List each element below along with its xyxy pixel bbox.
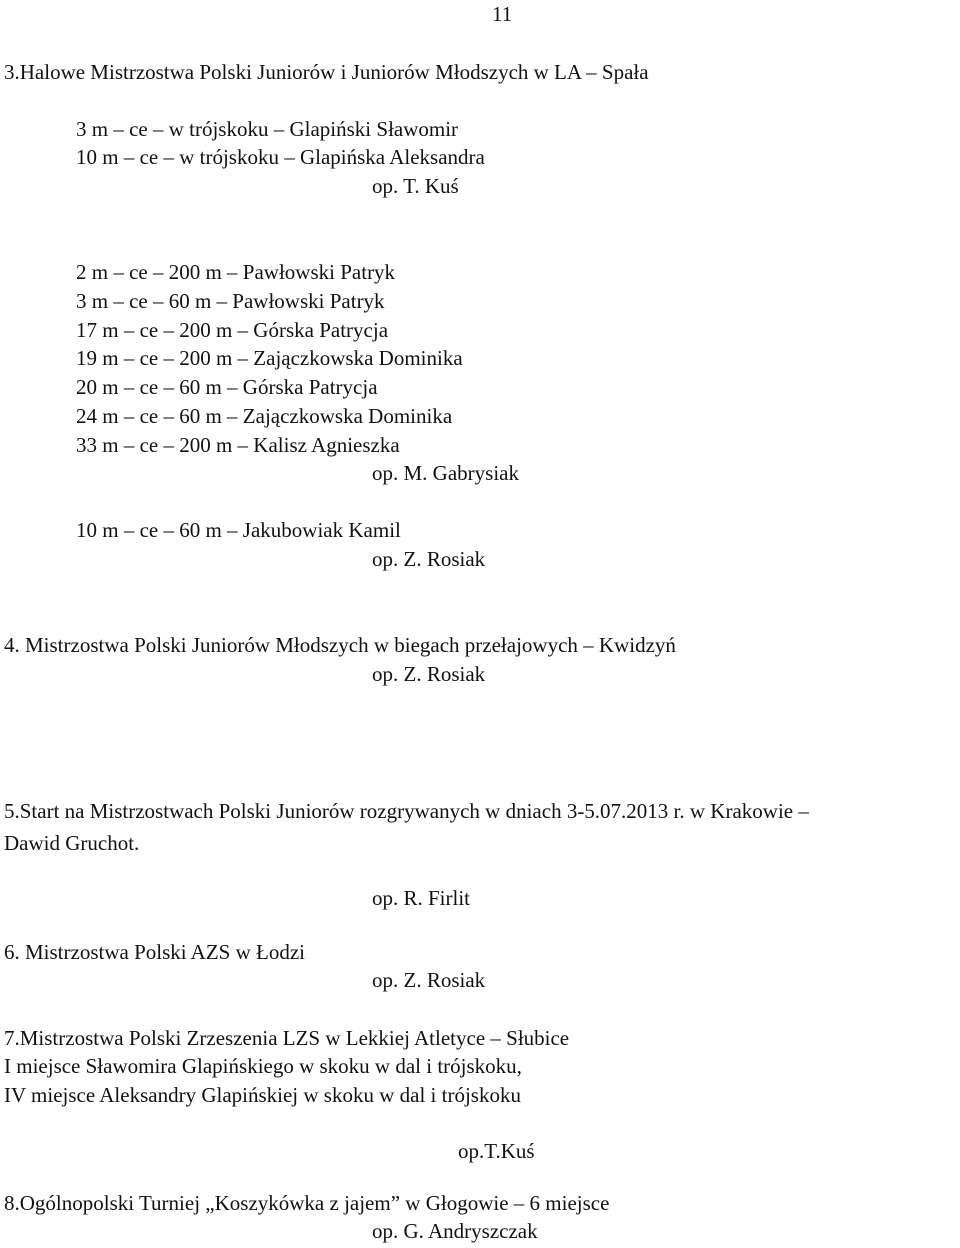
coach-line: op. Z. Rosiak [372, 547, 486, 571]
coach-line: op.T.Kuś [458, 1139, 535, 1163]
coach-line: op. Z. Rosiak [372, 968, 486, 992]
result-line: 33 m – ce – 200 m – Kalisz Agnieszka [76, 433, 400, 457]
section-7-line: IV miejsce Aleksandry Glapińskiej w skoku w dal i trójskoku [4, 1083, 521, 1107]
result-line: 17 m – ce – 200 m – Górska Patrycja [76, 318, 389, 342]
section-3-heading: 3.Halowe Mistrzostwa Polski Juniorów i Juniorów Młodszych w LA – Spała [4, 60, 649, 84]
section-6-heading: 6. Mistrzostwa Polski AZS w Łodzi [4, 940, 306, 964]
result-line: 10 m – ce – 60 m – Jakubowiak Kamil [76, 518, 401, 542]
result-line: 2 m – ce – 200 m – Pawłowski Patryk [76, 260, 396, 284]
coach-line: op. M. Gabrysiak [372, 461, 519, 485]
section-7-line: I miejsce Sławomira Glapińskiego w skoku w dal i trójskoku, [4, 1054, 522, 1078]
result-line: 10 m – ce – w trójskoku – Glapińska Aleksandra [76, 145, 485, 169]
section-5-heading: 5.Start na Mistrzostwach Polski Juniorów rozgrywanych w dniach 3-5.07.2013 r. w Krakowie – [4, 799, 809, 823]
coach-line: op. G. Andryszczak [372, 1219, 538, 1243]
result-line: 19 m – ce – 200 m – Zajączkowska Dominika [76, 346, 463, 370]
coach-line: op. R. Firlit [372, 886, 471, 910]
section-8-heading: 8.Ogólnopolski Turniej „Koszykówka z jajem” w Głogowie – 6 miejsce [4, 1191, 610, 1215]
result-line: 3 m – ce – w trójskoku – Glapiński Sławomir [76, 117, 459, 141]
result-line: 24 m – ce – 60 m – Zajączkowska Dominika [76, 404, 453, 428]
result-line: 3 m – ce – 60 m – Pawłowski Patryk [76, 289, 385, 313]
section-5-line2: Dawid Gruchot. [4, 831, 140, 855]
coach-line: op. Z. Rosiak [372, 662, 486, 686]
page-number: 11 [492, 2, 513, 26]
coach-line: op. T. Kuś [372, 174, 459, 198]
section-4-heading: 4. Mistrzostwa Polski Juniorów Młodszych w biegach przełajowych – Kwidzyń [4, 633, 676, 657]
section-7-heading: 7.Mistrzostwa Polski Zrzeszenia LZS w Lekkiej Atletyce – Słubice [4, 1026, 570, 1050]
result-line: 20 m – ce – 60 m – Górska Patrycja [76, 375, 378, 399]
